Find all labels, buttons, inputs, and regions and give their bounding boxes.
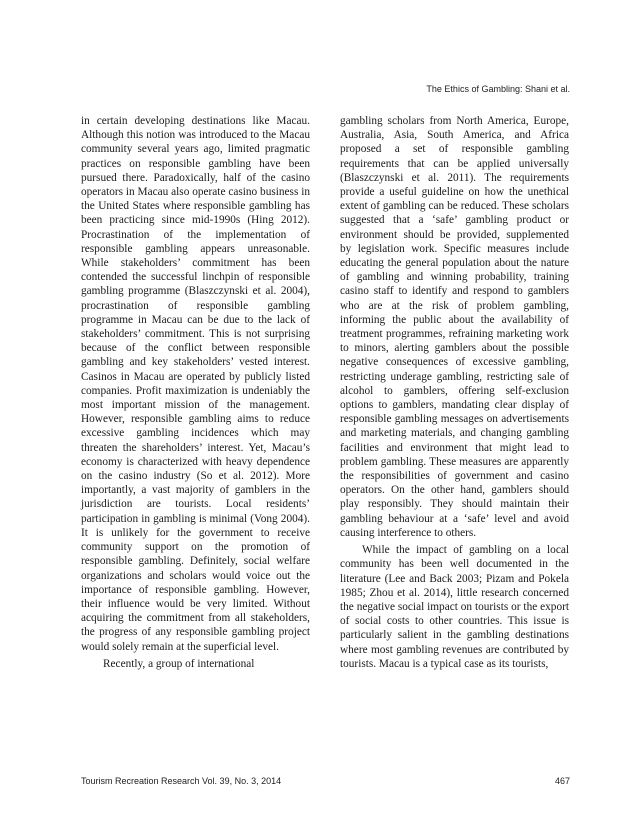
right-paragraph-2: While the impact of gambling on a local community has been well documented in the literature (Lee and Back 2003; Pizam and Pokela 1985; Zhou et al. 2014), little research concerned the negative social impact on tourists or the export of social costs to other countries. This issue is particularly salient in the gambling destinations where most gambling revenues are contributed by tourists. Macau is a typical case as its tourists,	[340, 544, 569, 670]
left-paragraph-2: Recently, a group of international	[103, 657, 255, 670]
right-column	[340, 114, 569, 671]
left-column	[81, 114, 310, 671]
page-number: 467	[554, 776, 570, 786]
running-head: The Ethics of Gambling: Shani et al.	[426, 84, 570, 94]
right-paragraph-1: gambling scholars from North America, Europe, Australia, Asia, South America, and Africa proposed a set of responsible gambling requirements that can be applied universally (Blaszczynski et al. 2011). The requirements provide a useful guideline on how the unethical extent of gambling can be reduced. These scholars suggested that a ‘safe’ gambling product or environment should be provided, supplemented by legislation work. Specific measures include educating the general population about the nature of gambling and winning probability, training casino staff to identify and respond to gamblers who are at the risk of problem gambling, informing the public about the availability of treatment programmes, refraining marketing work to minors, alerting gamblers about the possible negative consequences of excessive gambling, restricting underage gambling, restricting sale of alcohol to gamblers, offering self-exclusion options to gamblers, mandating clear display of responsible gambling messages on advertisements and marketing materials, and changing gambling facilities and environment that might lead to problem gambling. These measures are apparently the responsibilities of government and casino operators. On the other hand, gamblers should play responsibly. They should maintain their gambling behaviour at a ‘safe’ level and avoid causing interference to others.	[340, 115, 569, 539]
left-paragraph-1: in certain developing destinations like Macau. Although this notion was introduced to the Macau community several years ago, limited pragmatic practices on responsible gambling have been pursued there. Paradoxically, half of the casino operators in Macau also operate casino business in the United States where responsible gambling has been practicing since mid-1990s (Hing 2012). Procrastination of the implementation of responsible gambling appears unreasonable. While stakeholders’ commitment has been contended the successful linchpin of responsible gambling programme (Blaszczynski et al. 2004), procrastination of responsible gambling programme in Macau can be due to the lack of stakeholders’ commitment. This is not surprising because of the conflict between responsible gambling and key stakeholders’ vested interest. Casinos in Macau are operated by publicly listed companies. Profit maximization is undeniably the most important mission of the management. However, responsible gambling aims to reduce excessive gambling incidences which may threaten the shareholders’ interest. Yet, Macau’s economy is characterized with heavy dependence on the casino industry (So et al. 2012). More importantly, a vast majority of gamblers in the jurisdiction are tourists. Local residents’ participation in gambling is minimal (Vong 2004). It is unlikely for the government to receive community support on the promotion of responsible gambling. Definitely, social welfare organizations and scholars would voice out the importance of responsible gambling. However, their influence would be very limited. Without acquiring the commitment from all stakeholders, the progress of any responsible gambling project would solely remain at the superficial level.	[81, 115, 310, 653]
journal-citation: Tourism Recreation Research Vol. 39, No. 3, 2014	[81, 776, 282, 786]
